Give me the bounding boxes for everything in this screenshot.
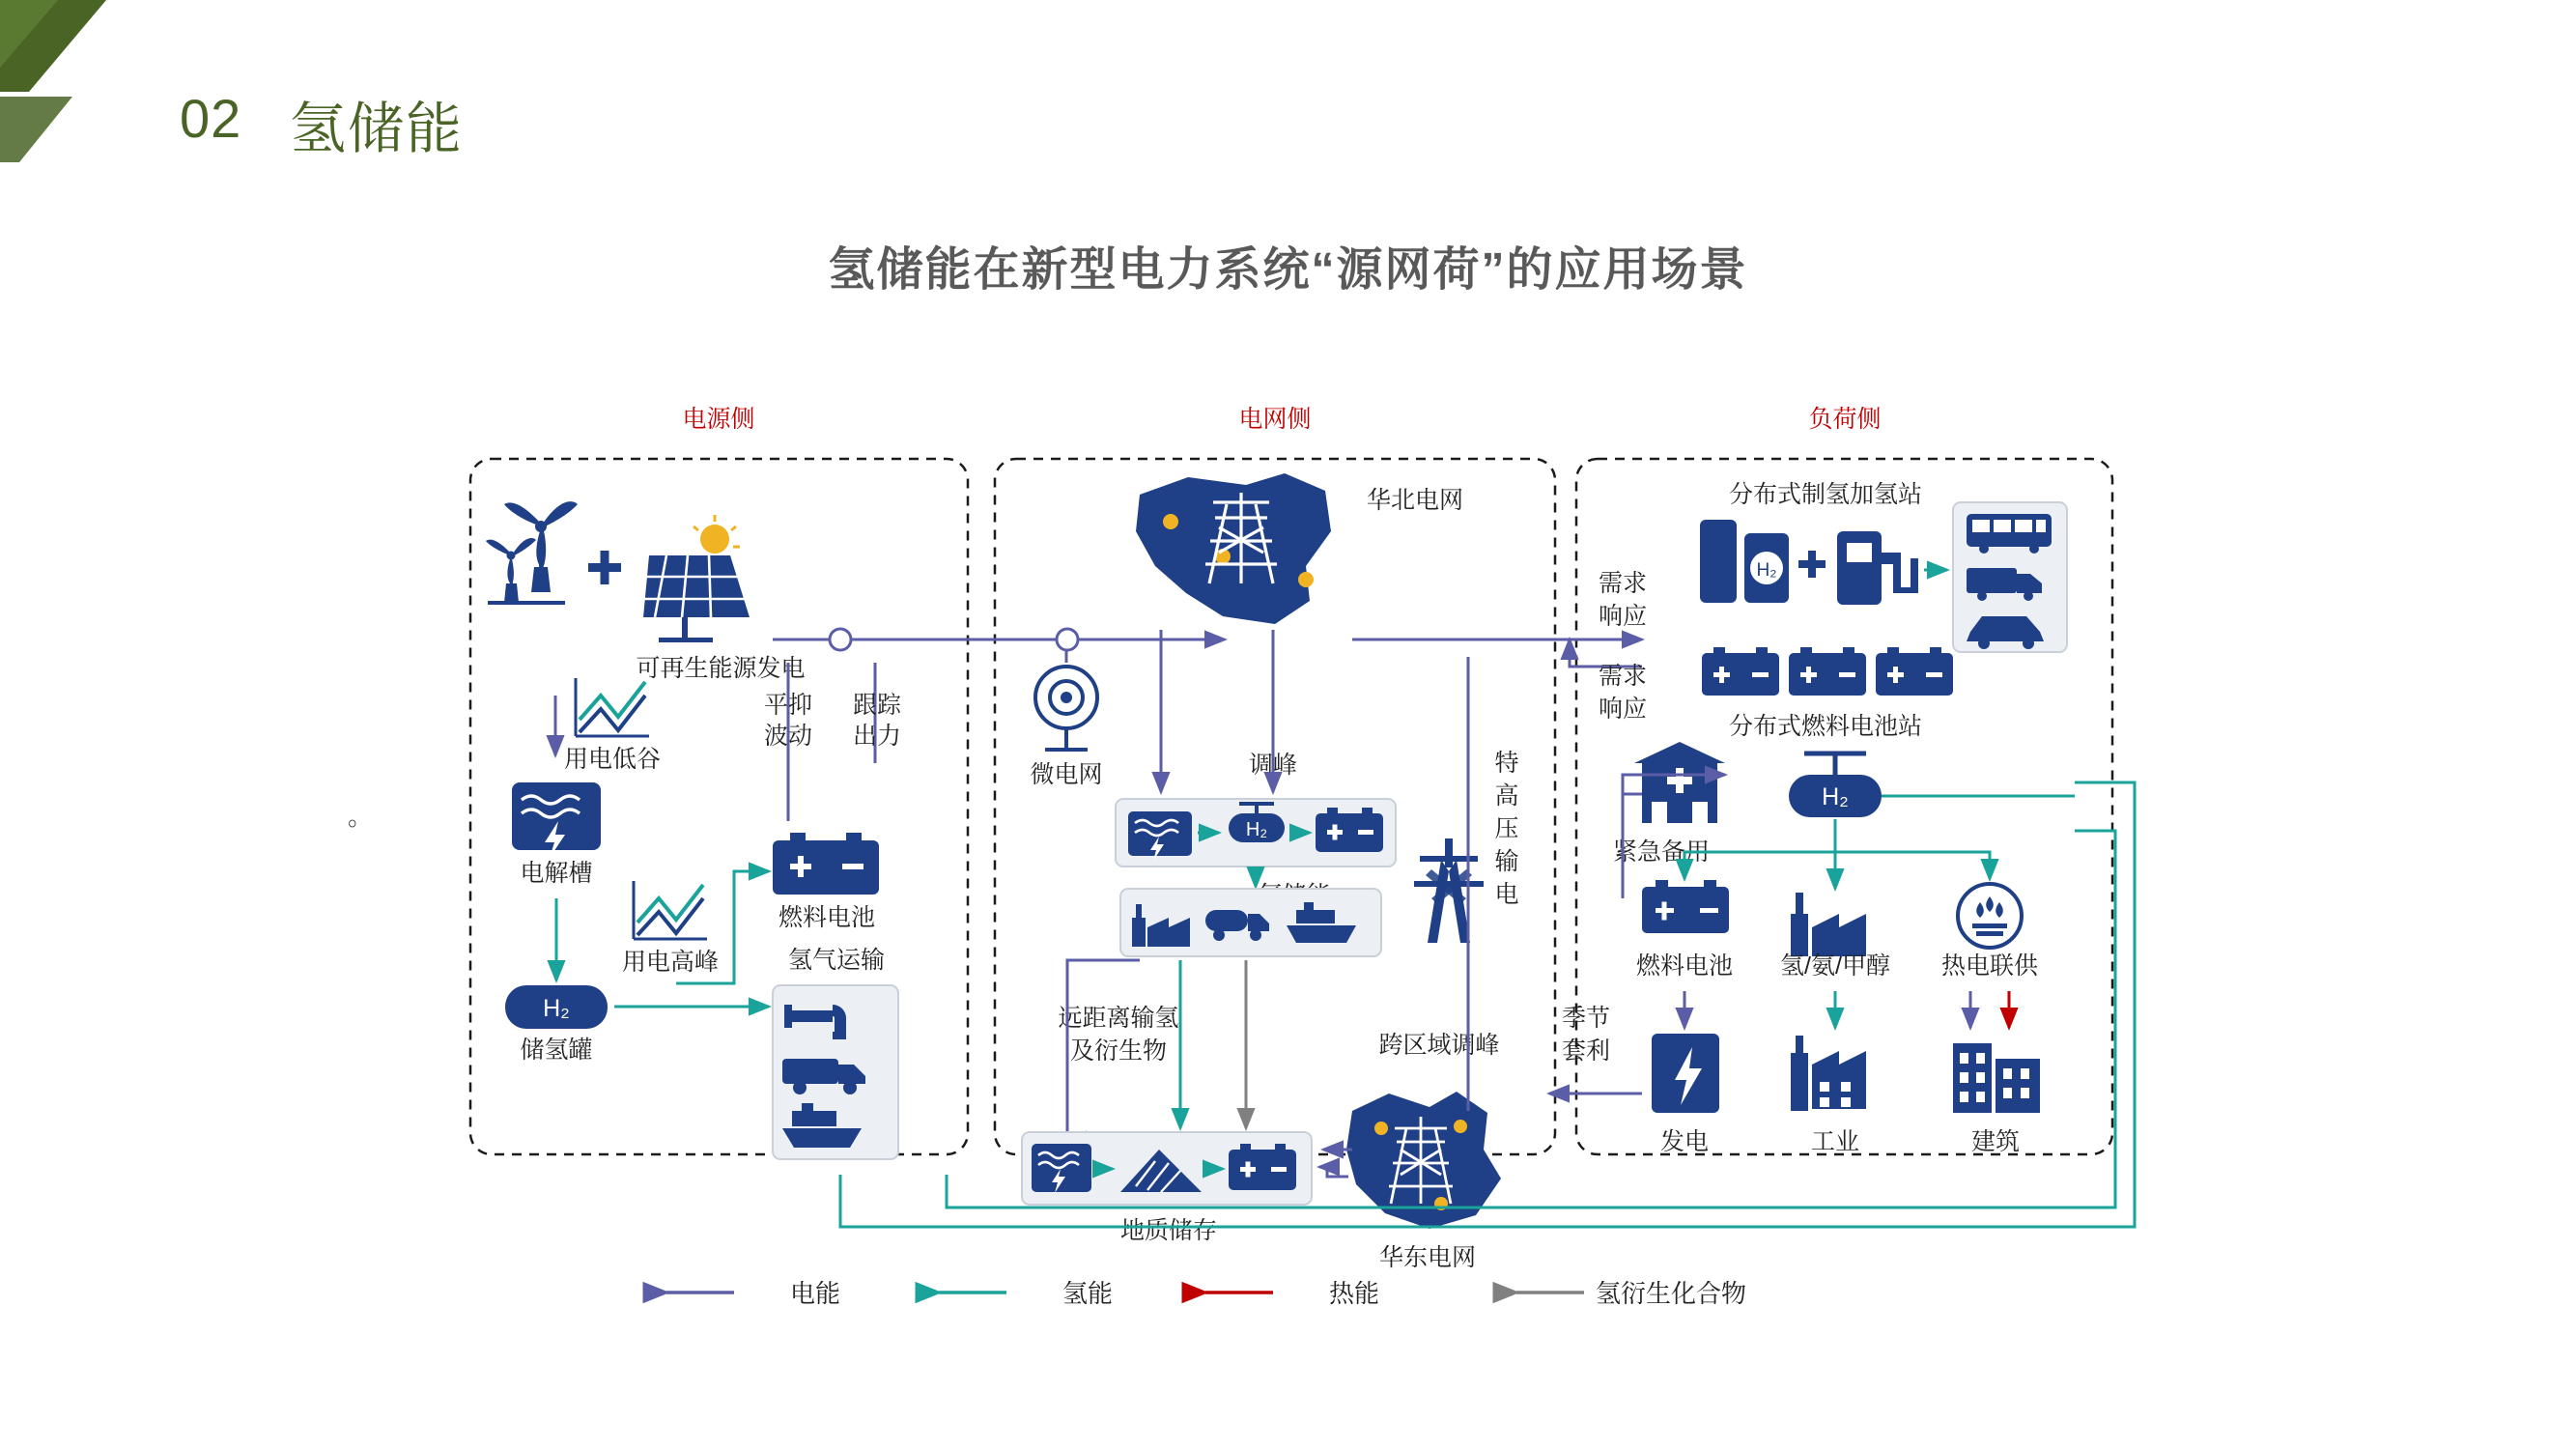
label-east-grid: 华东电网 — [1378, 1244, 1477, 1271]
label-track-output-2: 出力 — [852, 723, 902, 750]
geological-storage-box — [1022, 1132, 1312, 1205]
cogeneration-icon — [1958, 884, 2022, 948]
label-high-load: 用电高峰 — [621, 949, 720, 976]
power-generation-icon — [1652, 1034, 1719, 1113]
panel-label-load: 负荷侧 — [1808, 406, 1882, 433]
label-fuel-cell-source: 燃料电池 — [778, 904, 876, 931]
label-low-load: 用电低谷 — [563, 746, 662, 773]
label-industry: 工业 — [1810, 1128, 1860, 1155]
stray-mark: 。 — [348, 802, 374, 831]
fuel-cell-icon-load — [1642, 880, 1729, 933]
label-demand-response-1a: 需求 — [1598, 570, 1648, 597]
electrolyzer-icon — [512, 782, 601, 858]
label-h2-dist: H₂ — [1756, 560, 1777, 581]
plus-symbol-source — [588, 551, 621, 584]
legend — [666, 1279, 1746, 1308]
diagram-canvas — [0, 377, 2576, 1449]
label-h2-station: H₂ — [1245, 819, 1268, 840]
label-electrolyzer: 电解槽 — [520, 860, 593, 887]
label-distributed-fuelcell: 分布式燃料电池站 — [1728, 713, 1923, 740]
label-long-distance-2: 及衍生物 — [1069, 1037, 1168, 1065]
legend-label-3: 氢衍生化合物 — [1596, 1279, 1747, 1308]
chemicals-icon — [1791, 893, 1866, 956]
label-smooth-fluctuation-2: 波动 — [763, 723, 813, 750]
label-track-output-1: 跟踪 — [852, 692, 902, 719]
label-microgrid: 微电网 — [1030, 761, 1103, 788]
corner-decoration — [0, 0, 164, 203]
label-h2-load: H₂ — [1822, 783, 1849, 810]
distributed-hydrogen-icon — [1700, 520, 1947, 605]
label-h2-tank: H₂ — [543, 995, 570, 1022]
label-power-generation: 发电 — [1659, 1128, 1710, 1155]
grid-transport-box — [1120, 889, 1381, 956]
vehicles-box — [1953, 502, 2067, 652]
hydrogen-transport-box — [773, 985, 898, 1159]
label-cogeneration: 热电联供 — [1940, 952, 2039, 980]
panel-label-source: 电源侧 — [682, 406, 755, 433]
industry-icon — [1791, 1036, 1866, 1111]
legend-label-0: 电能 — [790, 1279, 841, 1308]
label-uhv-1: 特 — [1494, 750, 1519, 777]
label-uhv-2: 高 — [1494, 782, 1519, 810]
page-title: 氢储能在新型电力系统“源网荷”的应用场景 — [828, 244, 1748, 296]
label-hydrogen-transport: 氢气运输 — [787, 947, 886, 974]
label-uhv-3: 压 — [1494, 815, 1519, 842]
label-building: 建筑 — [1970, 1128, 2021, 1155]
fuel-cell-icon-source — [773, 833, 879, 895]
load-h2-node — [1789, 753, 1882, 817]
label-geological-storage: 地质储存 — [1119, 1217, 1218, 1244]
label-uhv-4: 输 — [1494, 848, 1519, 875]
label-seasonal-2: 套利 — [1561, 1037, 1611, 1065]
distributed-fuelcell-icon — [1702, 647, 1953, 696]
north-china-grid-map — [1136, 473, 1331, 624]
label-hydrogen-tank: 储氢罐 — [520, 1037, 593, 1064]
hydrogen-tank-icon — [505, 985, 608, 1029]
label-uhv-5: 电 — [1494, 881, 1519, 908]
label-seasonal-1: 季节 — [1561, 1005, 1611, 1032]
bus-source-to-grid — [773, 629, 1225, 650]
legend-label-2: 热能 — [1329, 1279, 1380, 1308]
building-icon — [1953, 1043, 2040, 1113]
legend-label-1: 氢能 — [1062, 1279, 1114, 1308]
label-north-grid: 华北电网 — [1367, 487, 1464, 514]
label-smooth-fluctuation-1: 平抑 — [763, 692, 813, 719]
label-demand-response-2b: 响应 — [1598, 696, 1648, 723]
emergency-backup-icon — [1634, 742, 1725, 823]
label-peak-shaving: 调峰 — [1248, 752, 1298, 779]
arrow-east-to-geological-2 — [1319, 1167, 1348, 1177]
microgrid-icon — [1035, 667, 1097, 750]
wind-turbine-icon — [486, 501, 578, 605]
label-renewable: 可再生能源发电 — [636, 655, 806, 682]
fluctuation-icon-2 — [634, 881, 707, 939]
label-distributed-hydrogen: 分布式制氢加氢站 — [1728, 481, 1923, 508]
hydrogen-power-station-box — [1116, 799, 1396, 867]
section-title: 氢储能 — [290, 98, 465, 160]
label-cross-region: 跨区域调峰 — [1378, 1032, 1500, 1059]
uhv-tower-icon — [1414, 838, 1484, 943]
section-number: 02 — [180, 88, 242, 149]
solar-panel-icon — [637, 515, 750, 642]
arrow-h2-to-cogeneration — [1835, 819, 1990, 879]
label-long-distance-1: 远距离输氢 — [1058, 1005, 1179, 1032]
fluctuation-icon-1 — [576, 678, 649, 736]
label-emergency-backup: 紧急备用 — [1612, 838, 1711, 866]
panel-label-grid: 电网侧 — [1238, 406, 1312, 433]
label-chemicals: 氢/氨/甲醇 — [1780, 952, 1890, 980]
label-fuel-cell-load: 燃料电池 — [1635, 952, 1734, 980]
label-demand-response-1b: 响应 — [1598, 603, 1648, 630]
label-demand-response-2a: 需求 — [1598, 663, 1648, 690]
